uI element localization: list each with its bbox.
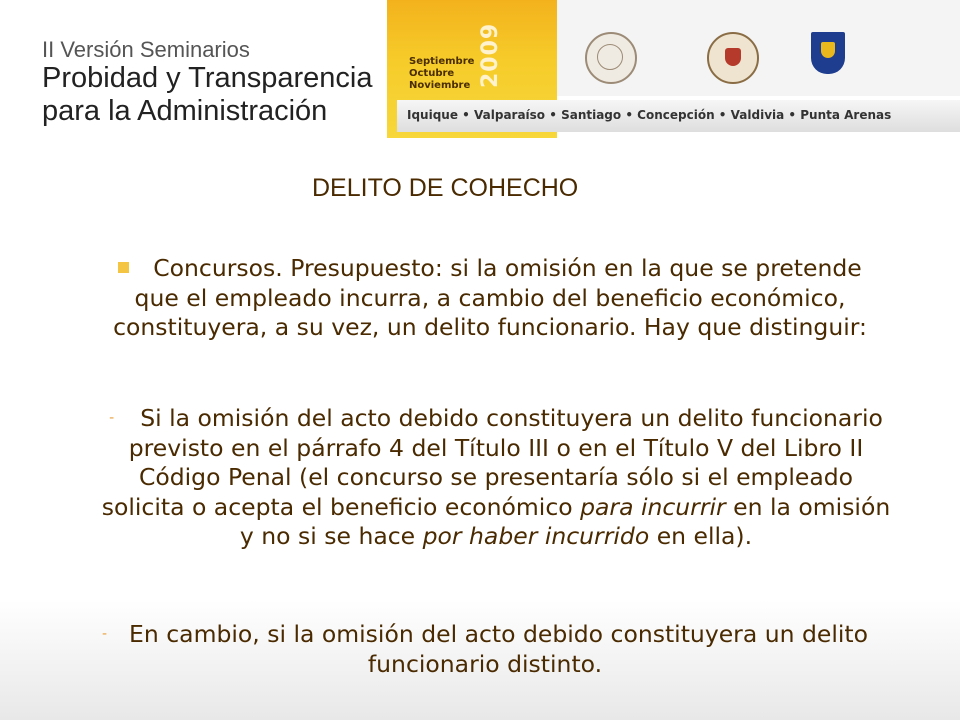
month: Noviembre [409, 80, 471, 91]
italic-phrase: por haber incurrido [422, 522, 650, 550]
paragraph-text: Concursos. Presupuesto: si la omisión en la que se pretende que el empleado incurra, a cambio del beneficio económico, constituyera, a su vez, un delito funcionario. Hay que distinguir: [113, 254, 867, 341]
seminar-title [42, 38, 372, 128]
title-line-3: para la Administración [42, 95, 328, 127]
university-shield-icon [811, 32, 845, 74]
paragraph-text-part: en ella). [649, 522, 753, 550]
dash-bullet-icon: - [101, 626, 108, 642]
slide-heading: DELITO DE COHECHO [312, 174, 579, 202]
event-banner [387, 0, 960, 138]
bullet-paragraph [100, 254, 880, 343]
month: Septiembre [409, 56, 475, 67]
paragraph-text: En cambio, si la omisión del acto debido constituyera un delito funcionario distinto. [129, 620, 869, 678]
contraloria-seal-icon [585, 32, 637, 84]
month: Octubre [409, 68, 455, 79]
sub-item-paragraph [96, 404, 896, 552]
paragraph-text-part: en la omisión y no si se hace [239, 492, 891, 550]
italic-phrase: para incurrir [580, 492, 726, 521]
cities-list: Iquique • Valparaíso • Santiago • Concepción • Valdivia • Punta Arenas [407, 108, 892, 122]
university-seal-icon [707, 32, 759, 84]
cities-bar [397, 100, 960, 132]
sub-item-paragraph [60, 620, 910, 679]
paragraph-text-part: Si la omisión del acto debido constituyera un delito funcionario previsto en el párrafo 4 del Título III o en el Título V del Libro II Código Penal (el concurso se presentaría sólo si el empleado solicita o acepta el beneficio económico [101, 404, 883, 521]
institution-logos [557, 0, 960, 96]
months-list [409, 56, 474, 92]
title-line-2: Probidad y Transparencia [42, 62, 373, 94]
square-bullet-icon [118, 262, 129, 273]
year-label: 2009 [478, 22, 503, 88]
title-line-1: II Versión Seminarios [42, 37, 250, 62]
dash-bullet-icon: - [109, 410, 115, 426]
